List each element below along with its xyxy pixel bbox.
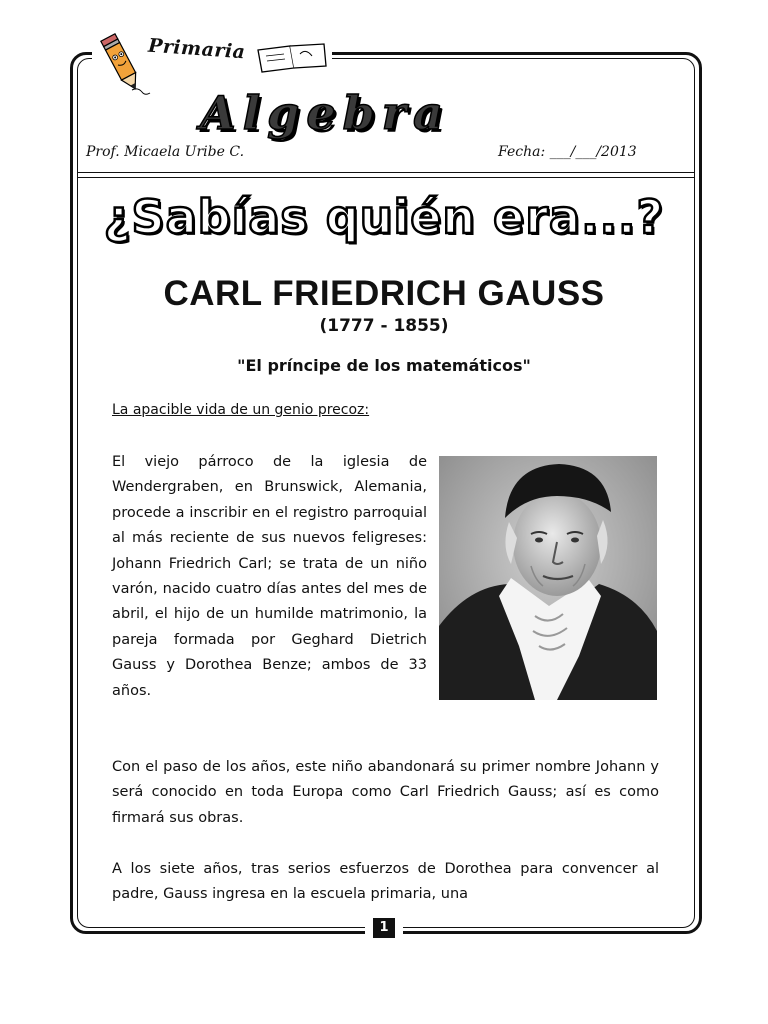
portrait-image	[439, 456, 657, 700]
header-divider-bottom	[77, 177, 695, 178]
paragraph-3: A los siete años, tras serios esfuerzos de Dorothea para convencer al padre, Gauss ingresa en la escuela primaria, una	[112, 861, 659, 903]
page-number: 1	[373, 918, 395, 938]
header-divider-top	[77, 172, 695, 173]
life-years: (1777 - 1855)	[319, 316, 449, 336]
paragraph-1: El viejo párroco de la iglesia de Wendergraben, en Brunswick, Alemania, procede a inscribir en el registro parroquial al más reciente de sus nuevos feligreses: Johann Friedrich Carl; se trata de un niño varón, nacido cuatro días antes del mes de abril, el hijo de un humilde matrimonio, la pareja formada por Geghard Dietrich Gauss y Dorothea Benze; ambos de 33 años.	[112, 454, 427, 699]
level-title: Primaria	[147, 34, 247, 64]
paragraph-2: Con el paso de los años, este niño abandonará su primer nombre Johann y será conocido en toda Europa como Carl Friedrich Gauss; así es como firmará sus obras.	[112, 759, 659, 826]
book-icon	[256, 42, 328, 74]
pencil-mascot-icon	[92, 28, 152, 100]
article-subject-name: CARL FRIEDRICH GAUSS	[163, 274, 605, 313]
teacher-name: Prof. Micaela Uribe C.	[86, 144, 245, 160]
subject-title: Algebra	[200, 86, 450, 140]
date-field[interactable]: Fecha: ___/___/2013	[498, 144, 637, 160]
article-headline: ¿Sabías quién era...?	[103, 190, 665, 244]
epithet: "El príncipe de los matemáticos"	[237, 356, 531, 375]
section-title: La apacible vida de un genio precoz:	[112, 402, 370, 418]
